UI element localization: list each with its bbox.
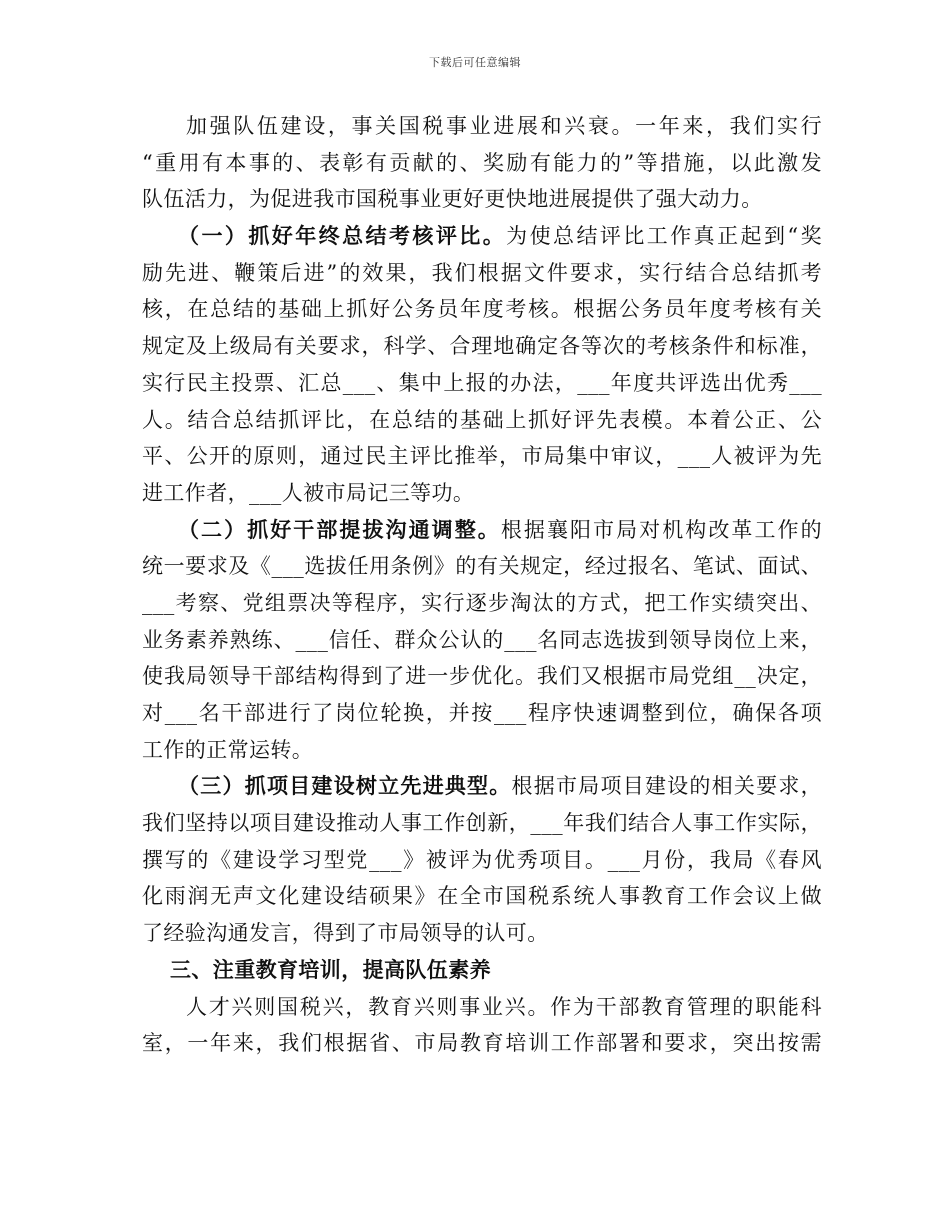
- text-line: [142, 585, 822, 622]
- document-body: [142, 108, 822, 1062]
- line-text: 工作的正常运转。: [142, 737, 314, 762]
- line-text: ___考察、党组票决等程序，实行逐步淘汰的方式，把工作实绩突出、: [142, 590, 822, 615]
- line-text: 根据市局项目建设的相关要求，: [511, 774, 822, 799]
- text-line: [142, 291, 822, 328]
- line-text: 使我局领导干部结构得到了进一步优化。我们又根据市局党组__决定，: [142, 664, 822, 689]
- text-line: [142, 695, 822, 732]
- text-line: [142, 915, 822, 952]
- line-text: 实行民主投票、汇总___、集中上报的办法，___年度共评选出优秀___: [142, 370, 822, 395]
- line-text: 了经验沟通发言，得到了市局领导的认可。: [142, 921, 549, 946]
- line-text: 室，一年来，我们根据省、市局教育培训工作部署和要求，突出按需: [142, 1031, 822, 1056]
- text-line: [142, 402, 822, 439]
- text-line: [142, 622, 822, 659]
- text-line: [142, 438, 822, 475]
- section-heading: [142, 952, 822, 989]
- text-line: [142, 768, 822, 805]
- line-text: 励先进、鞭策后进”的效果，我们根据文件要求，实行结合总结抓考: [142, 260, 822, 285]
- line-text: 统一要求及《___选拔任用条例》的有关规定，经过报名、笔试、面试、: [142, 554, 822, 579]
- line-text: 规定及上级局有关要求，科学、合理地确定各等次的考核条件和标准，: [142, 334, 822, 359]
- line-text: 对___名干部进行了岗位轮换，并按___程序快速调整到位，确保各项: [142, 701, 822, 725]
- line-text: 撰写的《建设学习型党___》被评为优秀项目。___月份，我局《春风: [142, 847, 822, 872]
- text-line: [142, 475, 822, 512]
- text-line: [142, 658, 822, 695]
- line-text: 进工作者，___人被市局记三等功。: [142, 480, 475, 505]
- bold-lead: （三）抓项目建设树立先进典型。: [178, 773, 512, 799]
- text-line: [142, 989, 822, 1026]
- line-text: 人。结合总结抓评比，在总结的基础上抓好评先表模。本着公正、公: [142, 407, 822, 432]
- line-text: 人才兴则国税兴，教育兴则事业兴。作为干部教育管理的职能科: [186, 994, 822, 1019]
- text-line: [142, 181, 822, 218]
- text-line: [142, 145, 822, 182]
- text-line: [142, 328, 822, 365]
- bold-lead: （二）抓好干部提拔沟通调整。: [178, 516, 501, 542]
- line-text: 为使总结评比工作真正起到“奖: [506, 224, 822, 249]
- line-text: 队伍活力，为促进我市国税事业更好更快地进展提供了强大动力。: [142, 187, 763, 212]
- line-text: 业务素养熟练、___信任、群众公认的___名同志选拔到领导岗位上来，: [142, 627, 822, 652]
- text-line: [142, 732, 822, 769]
- text-line: [142, 218, 822, 255]
- line-text: 加强队伍建设，事关国税事业进展和兴衰。一年来，我们实行: [186, 114, 822, 138]
- text-line: [142, 805, 822, 842]
- line-text: 核，在总结的基础上抓好公务员年度考核。根据公务员年度考核有关: [142, 297, 822, 322]
- text-line: [142, 878, 822, 915]
- page-header-note: 下载后可任意编辑: [429, 56, 521, 69]
- line-text: 我们坚持以项目建设推动人事工作创新，___年我们结合人事工作实际，: [142, 811, 822, 836]
- text-line: [142, 255, 822, 292]
- text-line: [142, 512, 822, 549]
- text-line: [142, 108, 822, 145]
- section-heading-text: 三、注重教育培训，提高队伍素养: [170, 956, 491, 982]
- text-line: [142, 365, 822, 402]
- line-text: 化雨润无声文化建设结硕果》在全市国税系统人事教育工作会议上做: [142, 884, 822, 909]
- text-line: [142, 1025, 822, 1062]
- bold-lead: （一）抓好年终总结考核评比。: [178, 223, 507, 249]
- text-line: [142, 842, 822, 879]
- line-text: “重用有本事的、表彰有贡献的、奖励有能力的”等措施，以此激发: [142, 150, 822, 175]
- text-line: [142, 548, 822, 585]
- line-text: 根据襄阳市局对机构改革工作的: [500, 517, 822, 542]
- line-text: 平、公开的原则，通过民主评比推举，市局集中审议，___人被评为先: [142, 444, 822, 469]
